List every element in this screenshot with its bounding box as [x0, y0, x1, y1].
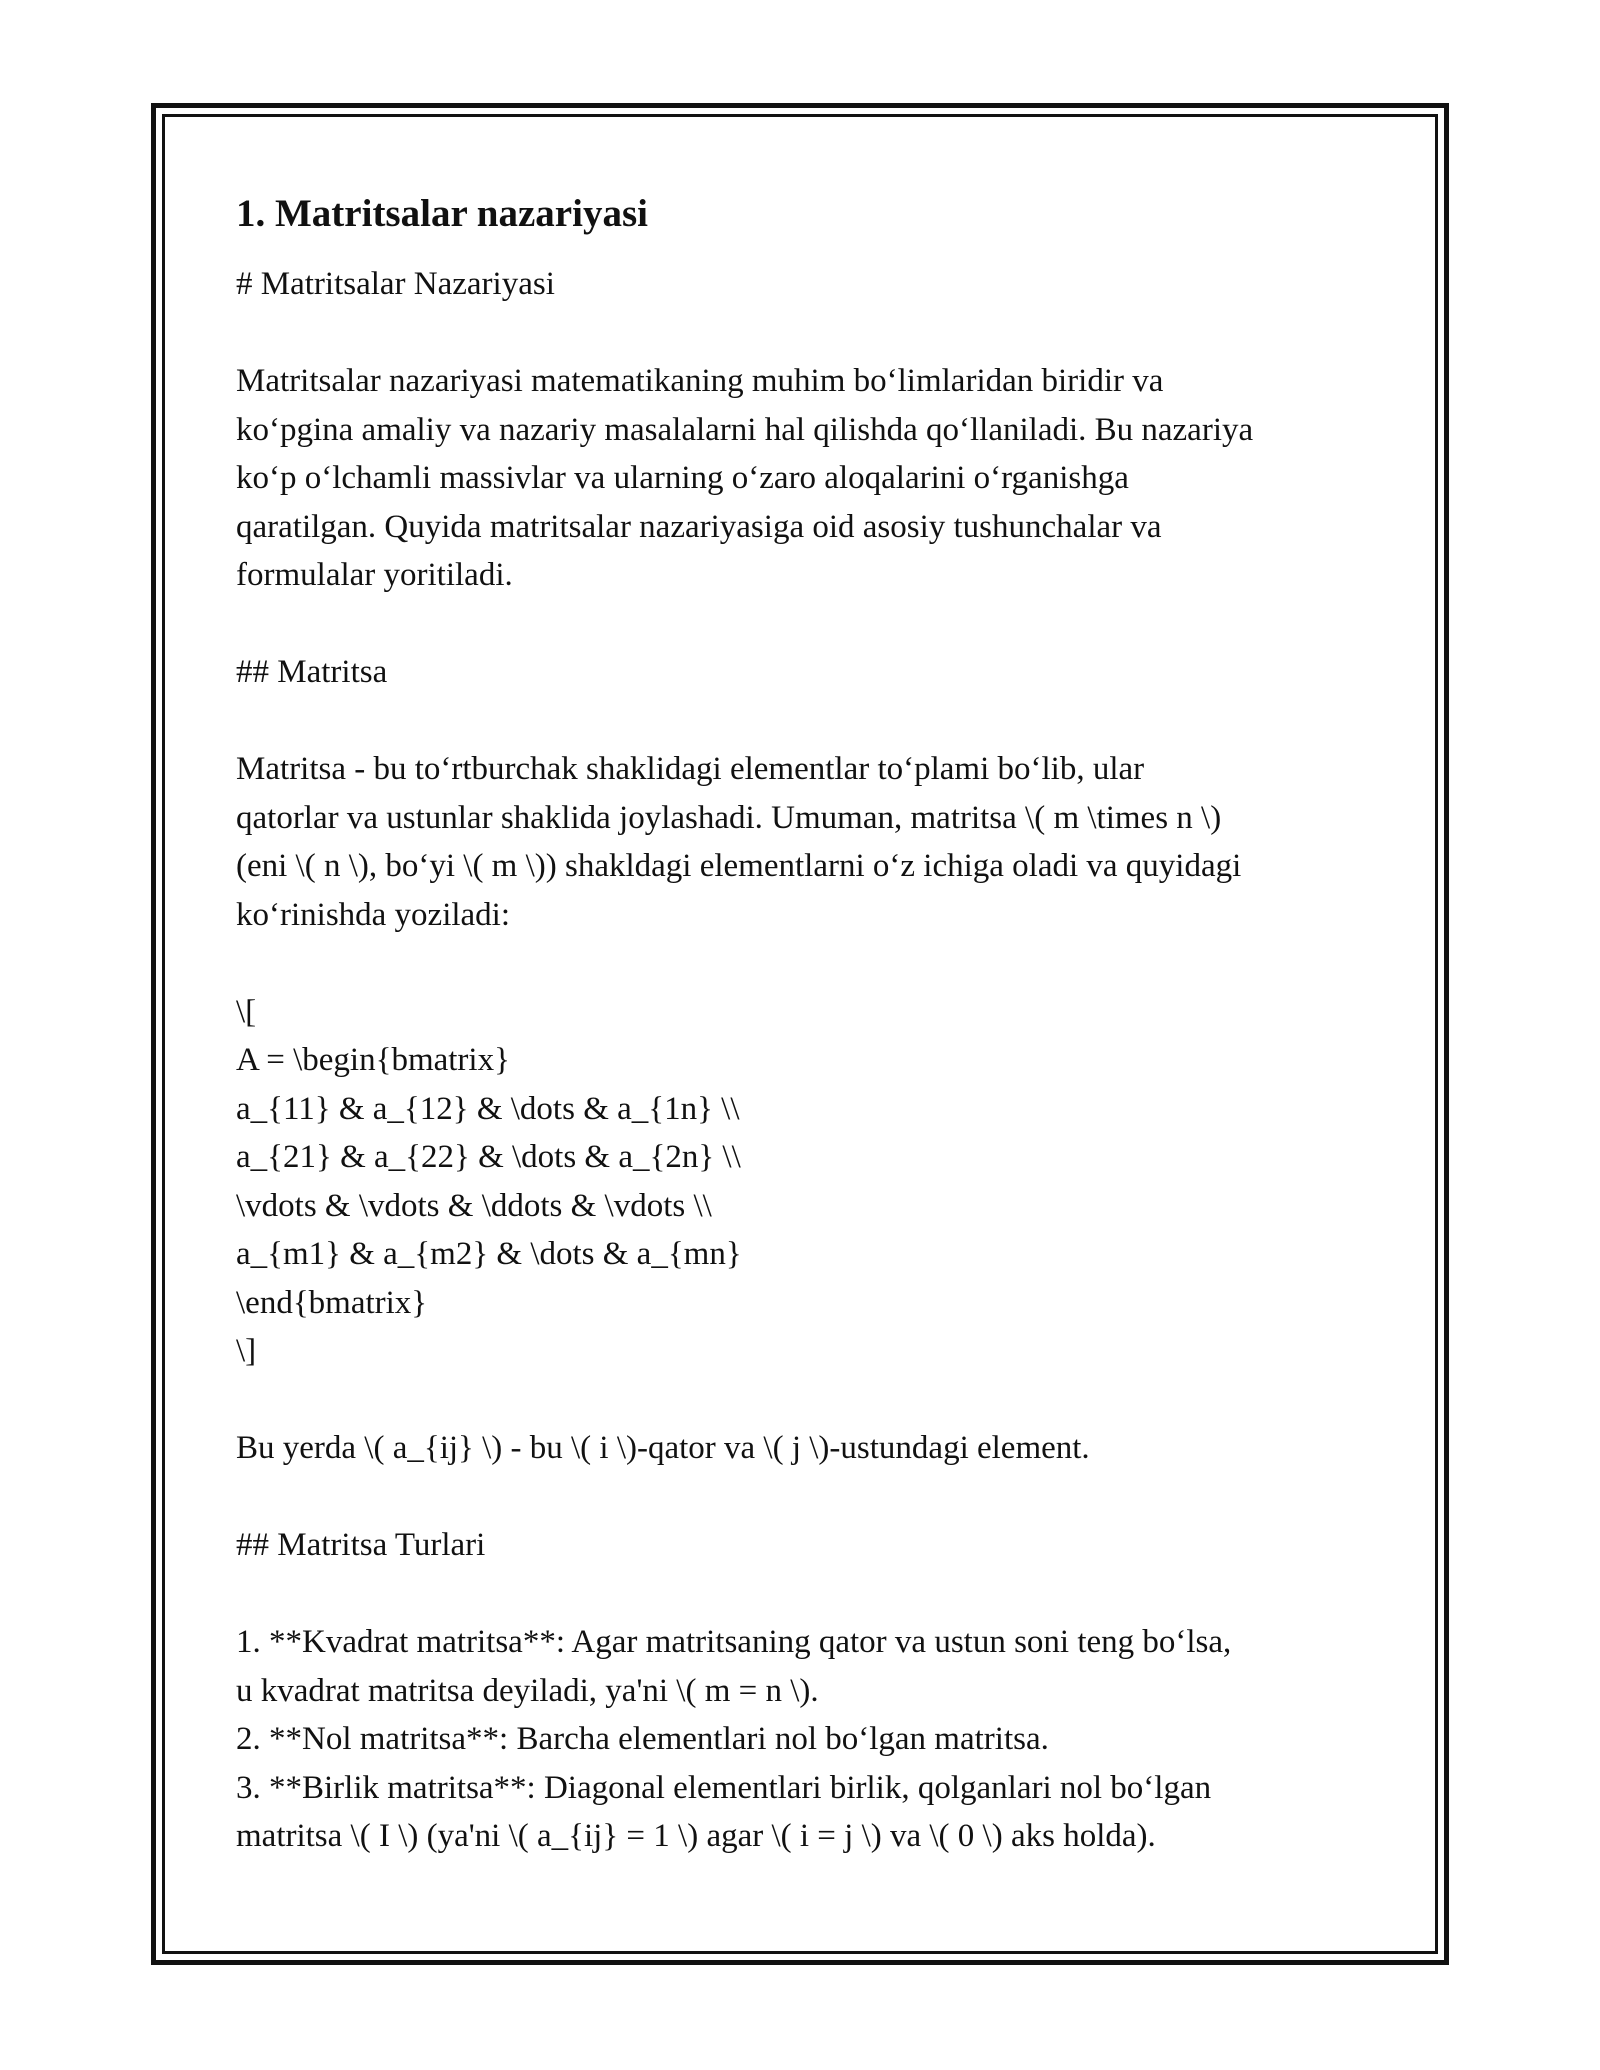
- matritsa-line: Matritsa - bu to‘rtburchak shaklidagi elementlar to‘plami bo‘lib, ular: [236, 751, 1145, 787]
- intro-line: ko‘p o‘lchamli massivlar va ularning o‘zaro aloqalarini o‘rganishga: [236, 460, 1129, 496]
- matritsa-line: qatorlar va ustunlar shaklida joylashadi. Umuman, matritsa \( m \times n \): [236, 799, 1222, 836]
- formula-line: \]: [236, 1333, 257, 1369]
- matrix-formula: [236, 988, 1376, 1376]
- document-content: [236, 190, 1376, 1861]
- document-title: 1. Matritsalar nazariyasi: [236, 192, 648, 235]
- blank-line: [236, 309, 1376, 358]
- formula-line: \end{bmatrix}: [236, 1284, 428, 1321]
- intro-line: Matritsalar nazariyasi matematikaning muhim bo‘limlaridan biridir va: [236, 363, 1164, 399]
- intro-line: qaratilgan. Quyida matritsalar nazariyasiga oid asosiy tushunchalar va: [236, 508, 1162, 545]
- turlari-list: [236, 1618, 1376, 1861]
- matritsa-paragraph: [236, 745, 1376, 939]
- main-heading: # Matritsalar Nazariyasi: [236, 266, 555, 302]
- formula-line: a_{m1} & a_{m2} & \dots & a_{mn}: [236, 1236, 742, 1272]
- blank-line: [236, 1570, 1376, 1619]
- intro-paragraph: [236, 357, 1376, 600]
- blank-line: [236, 600, 1376, 649]
- list-item-line: 2. **Nol matritsa**: Barcha elementlari nol bo‘lgan matritsa.: [236, 1721, 1049, 1757]
- intro-line: formulalar yoritiladi.: [236, 557, 513, 593]
- list-item-line: 3. **Birlik matritsa**: Diagonal elementlari birlik, qolganlari nol bo‘lgan: [236, 1769, 1212, 1806]
- turlari-heading: ## Matritsa Turlari: [236, 1527, 486, 1563]
- formula-line: A = \begin{bmatrix}: [236, 1042, 510, 1078]
- blank-line: [236, 1376, 1376, 1425]
- list-item-line: u kvadrat matritsa deyiladi, ya'ni \( m = n \).: [236, 1672, 819, 1709]
- intro-line: ko‘pgina amaliy va nazariy masalalarni hal qilishda qo‘llaniladi. Bu nazariya: [236, 411, 1254, 448]
- blank-line: [236, 939, 1376, 988]
- matritsa-line: ko‘rinishda yoziladi:: [236, 896, 511, 933]
- list-item-line: matritsa \( I \) (ya'ni \( a_{ij} = 1 \) agar \( i = j \) va \( 0 \) aks holda).: [236, 1818, 1156, 1854]
- blank-line: [236, 1473, 1376, 1522]
- formula-line: \vdots & \vdots & \ddots & \vdots \\: [236, 1187, 712, 1224]
- document-body: [236, 260, 1376, 1861]
- element-description: Bu yerda \( a_{ij} \) - bu \( i \)-qator va \( j \)-ustundagi element.: [236, 1430, 1090, 1466]
- blank-line: [236, 697, 1376, 746]
- formula-line: a_{21} & a_{22} & \dots & a_{2n} \\: [236, 1139, 741, 1175]
- formula-line: \[: [236, 993, 257, 1030]
- matritsa-line: (eni \( n \), bo‘yi \( m \)) shakldagi elementlarni o‘z ichiga oladi va quyidagi: [236, 848, 1242, 884]
- matritsa-heading: ## Matritsa: [236, 654, 388, 690]
- list-item-line: 1. **Kvadrat matritsa**: Agar matritsaning qator va ustun soni teng bo‘lsa,: [236, 1624, 1232, 1660]
- formula-line: a_{11} & a_{12} & \dots & a_{1n} \\: [236, 1090, 740, 1127]
